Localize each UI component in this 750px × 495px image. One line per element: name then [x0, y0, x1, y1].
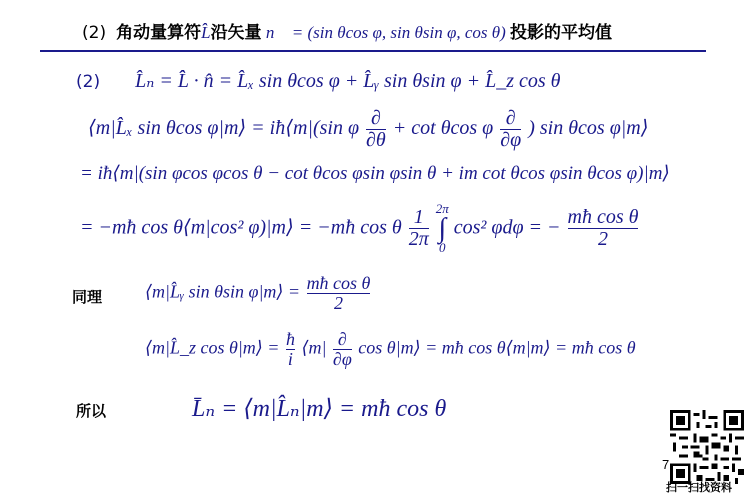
final-equation: L̄ₙ = ⟨m|L̂ₙ|m⟩ = mħ cos θ — [192, 396, 447, 422]
equation-4-coef-num: 1 — [413, 206, 424, 229]
equation-z-right: cos θ|m⟩ = mħ cos θ⟨m|m⟩ = mħ cos θ — [358, 337, 636, 358]
equation-y-den: 2 — [307, 293, 371, 313]
equation-4-left: = −mħ cos θ⟨m|cos² φ)|m⟩ = −mħ cos θ — [80, 216, 402, 239]
equation-2-row — [88, 108, 649, 151]
equation-1-label: (2) — [76, 72, 101, 92]
qr-caption: 扫一扫找资料 — [666, 481, 732, 494]
similarly-label: 同理 — [72, 288, 103, 306]
integral-lower: 0 — [439, 240, 446, 256]
derivative-phi-z-num: ∂ — [337, 329, 347, 349]
equation-y-row — [145, 274, 372, 313]
derivative-theta-num: ∂ — [370, 107, 381, 129]
title-text-before: 角动量算符 — [116, 23, 202, 43]
equation-4-integrand: cos² φdφ = − — [453, 216, 561, 239]
title-vector: n⃗ = (sin θcos φ, sin θsin φ, cos θ) — [265, 23, 506, 42]
equation-z-row — [145, 330, 636, 369]
equation-2-mid: + cot θcos φ — [392, 117, 494, 140]
equation-y-left: ⟨m|L̂ᵧ sin θsin φ|m⟩ = — [145, 281, 301, 302]
derivative-theta-den: ∂θ — [366, 129, 386, 151]
derivative-phi-num: ∂ — [505, 107, 516, 129]
equation-4-result-den: 2 — [568, 228, 639, 250]
derivative-phi-den: ∂φ — [500, 129, 522, 151]
equation-z-hden: i — [287, 348, 293, 369]
equation-1-row — [76, 68, 560, 93]
equation-4-result-num: mħ cos θ — [567, 206, 639, 229]
equation-3: = iħ⟨m|(sin φcos φcos θ − cot θcos φsin φsin θ + im cot θcos φsin θcos φ)|m⟩ — [80, 163, 670, 184]
equation-z-mid: ⟨m| — [301, 337, 327, 358]
derivative-phi-z-den: ∂φ — [332, 348, 352, 369]
equation-z-hbar-over-i — [286, 330, 295, 369]
equation-y-num: mħ cos θ — [306, 273, 371, 293]
title-text-after: 投影的平均值 — [510, 23, 613, 43]
derivative-phi — [500, 108, 521, 151]
equation-2-right: ) sin θcos φ|m⟩ — [528, 117, 649, 140]
derivative-theta — [366, 108, 386, 151]
equation-4-coefficient — [409, 207, 429, 250]
equation-4-row — [80, 202, 640, 256]
equation-z-left: ⟨m|L̂_z cos θ|m⟩ = — [145, 337, 280, 358]
qr-code-image — [670, 410, 744, 484]
equation-z-hnum: ħ — [285, 329, 295, 349]
derivative-phi-z — [333, 330, 352, 369]
page-number: 7 — [662, 457, 670, 472]
therefore-label: 所以 — [76, 402, 107, 420]
title-text-mid: 沿矢量 — [210, 23, 262, 43]
title-operator: L̂̂ — [201, 23, 211, 42]
integral-upper: 2π — [435, 201, 449, 216]
integral-sign: 2π ∫ 0 — [435, 201, 449, 256]
title-divider — [40, 50, 706, 52]
equation-4-result — [568, 207, 639, 250]
title-number: (2) — [82, 23, 107, 43]
equation-2-left: ⟨m|L̂ₓ sin θcos φ|m⟩ = iħ⟨m|(sin φ — [88, 117, 360, 140]
slide-title — [82, 18, 612, 43]
equation-1: L̂ₙ = L̂̂ · n̂ = L̂ₓ sin θcos φ + L̂ᵧ sin θsin φ + L̂_z cos θ — [135, 70, 561, 92]
equation-4-coef-den: 2π — [408, 228, 429, 251]
equation-y-result — [307, 274, 371, 313]
